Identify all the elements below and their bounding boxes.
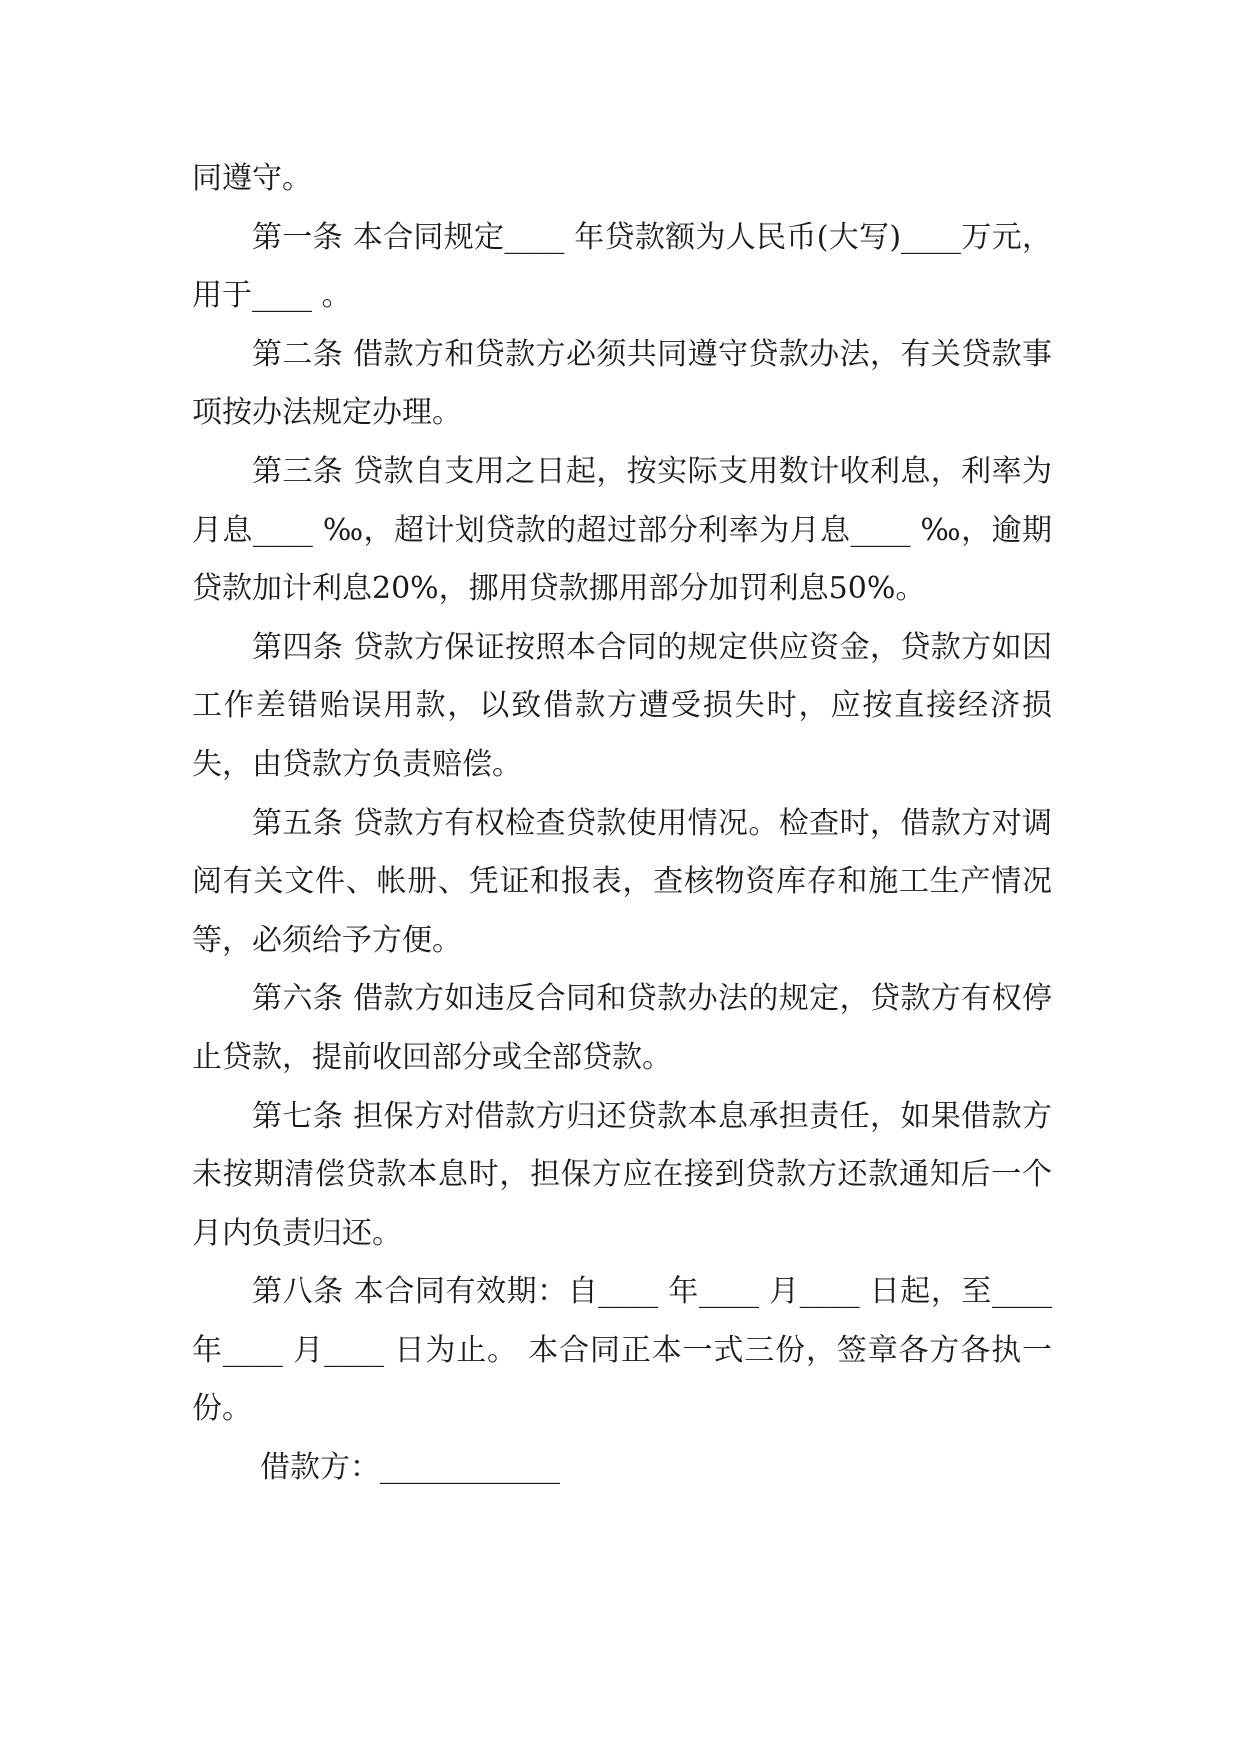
article-4: 第四条 贷款方保证按照本合同的规定供应资金，贷款方如因工作差错贻误用款，以致借款方遭受损失时，应按直接经济损失，由贷款方负责赔偿。 [192,629,1052,782]
article-3: 第三条 贷款自支用之日起，按实际支用数计收利息，利率为月息____ ‰，超计划贷款的超过部分利率为月息____ ‰，逾期贷款加计利息20%，挪用贷款挪用部分加罚利息50%。 [192,453,1052,607]
article-2: 第二条 借款方和贷款方必须共同遵守贷款办法，有关贷款事项按办法规定办理。 [192,336,1052,431]
article-6: 第六条 借款方如违反合同和贷款办法的规定，贷款方有权停止贷款，提前收回部分或全部贷款。 [192,981,1052,1075]
article-1: 第一条 本合同规定____ 年贷款额为人民币(大写)____万元，用于____ 。 [192,219,1052,314]
paragraph-continuation: 同遵守。 [192,161,312,196]
article-8: 第八条 本合同有效期：自____ 年____ 月____ 日起，至____ 年____ 月____ 日为止。 本合同正本一式三份，签章各方各执一份。 [192,1274,1052,1427]
article-5: 第五条 贷款方有权检查贷款使用情况。检查时，借款方对调阅有关文件、帐册、凭证和报表，查核物资库存和施工生产情况等，必须给予方便。 [192,805,1052,958]
borrower-signature-line: 借款方：____________ [260,1450,560,1486]
article-7: 第七条 担保方对借款方归还贷款本息承担责任，如果借款方未按期清偿贷款本息时，担保方应在接到贷款方还款通知后一个月内负责归还。 [192,1098,1052,1251]
contract-page [192,150,1052,1498]
